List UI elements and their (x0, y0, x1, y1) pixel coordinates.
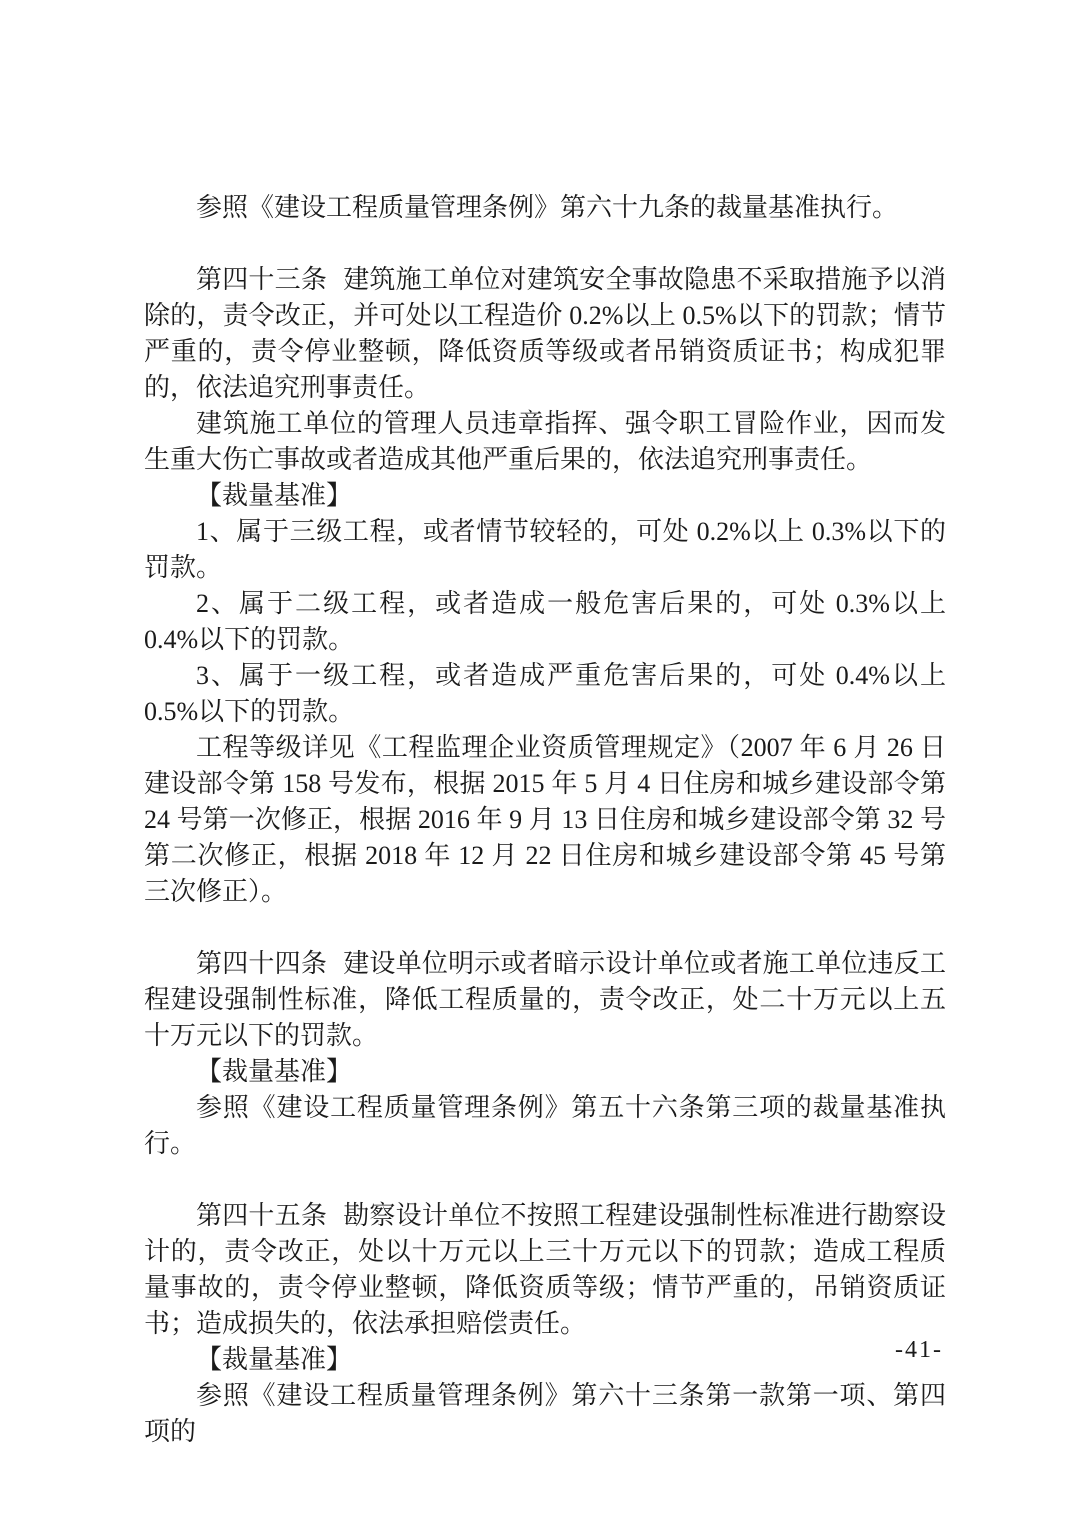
paragraph-bracket-heading (144, 478, 946, 514)
paragraph-text: 工程等级详见《工程监理企业资质管理规定》（2007 年 6 月 26 日建设部令第 158 号发布，根据 2015 年 5 月 4 日住房和城乡建设部令第 24 号第一次修正，根据 2016 年 9 月 13 日住房和城乡建设部令第 32 号第二次修正，根据 2018 年 12 月 22 日住房和城乡建设部令第 45 号第三次修正）。 (144, 733, 946, 906)
paragraph (144, 730, 946, 910)
paragraph-bracket-heading (144, 1054, 946, 1090)
page-number: -41- (895, 1337, 943, 1363)
paragraph-text: 建设单位明示或者暗示设计单位或者施工单位违反工程建设强制性标准，降低工程质量的，责令改正，处二十万元以上五十万元以下的罚款。 (144, 949, 946, 1050)
paragraph-bracket-heading (144, 1342, 946, 1378)
paragraph-text: 勘察设计单位不按照工程建设强制性标准进行勘察设计的，责令改正，处以十万元以上三十万元以下的罚款；造成工程质量事故的，责令停业整顿，降低资质等级；情节严重的，吊销资质证书；造成损失的，依法承担赔偿责任。 (144, 1201, 946, 1338)
article-number: 第四十三条 (196, 265, 328, 294)
paragraph-text: 2、属于二级工程，或者造成一般危害后果的，可处 0.3%以上 0.4%以下的罚款。 (144, 589, 946, 654)
paragraph-list-item-2 (144, 586, 946, 658)
paragraph (144, 406, 946, 478)
paragraph-list-item-1 (144, 514, 946, 586)
paragraph-article-45 (144, 1198, 946, 1342)
paragraph-list-item-3 (144, 658, 946, 730)
article-number: 第四十四条 (196, 949, 328, 978)
article-number: 第四十五条 (196, 1201, 328, 1230)
paragraph-text: 建筑施工单位的管理人员违章指挥、强令职工冒险作业，因而发生重大伤亡事故或者造成其他严重后果的，依法追究刑事责任。 (144, 409, 946, 474)
paragraph-text: 【裁量基准】 (196, 481, 353, 510)
paragraph (144, 1378, 946, 1450)
paragraph-text: 3、属于一级工程，或者造成严重危害后果的，可处 0.4%以上 0.5%以下的罚款。 (144, 661, 946, 726)
paragraph-article-43 (144, 262, 946, 406)
paragraph-text: 参照《建设工程质量管理条例》第六十九条的裁量基准执行。 (196, 193, 899, 222)
paragraph-text: 参照《建设工程质量管理条例》第六十三条第一款第一项、第四项的 (144, 1381, 946, 1446)
document-body (144, 190, 946, 1450)
paragraph-text: 【裁量基准】 (196, 1057, 353, 1086)
paragraph-text: 1、属于三级工程，或者情节较轻的，可处 0.2%以上 0.3%以下的罚款。 (144, 517, 946, 582)
paragraph (144, 1090, 946, 1162)
paragraph-text: 建筑施工单位对建筑安全事故隐患不采取措施予以消除的，责令改正，并可处以工程造价 0.2%以上 0.5%以下的罚款；情节严重的，责令停业整顿，降低资质等级或者吊销资质证书；构成犯罪的，依法追究刑事责任。 (144, 265, 946, 402)
paragraph-text: 参照《建设工程质量管理条例》第五十六条第三项的裁量基准执行。 (144, 1093, 946, 1158)
paragraph-article-44 (144, 946, 946, 1054)
paragraph-text: 【裁量基准】 (196, 1345, 353, 1374)
paragraph (144, 190, 946, 226)
